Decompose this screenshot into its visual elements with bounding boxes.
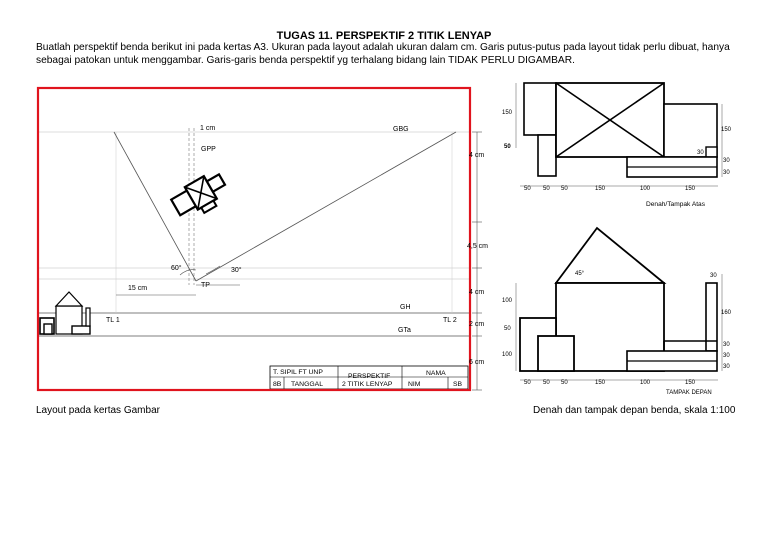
tb-sb: SB (453, 381, 463, 388)
plan-bdim-5: 150 (685, 186, 696, 192)
elev-bdim-5: 150 (685, 380, 696, 386)
layout-drawing (38, 88, 470, 390)
elev-ldim-2: 100 (502, 352, 513, 358)
tb-subject-1: PERSPEKTIF (348, 373, 391, 380)
elev-rdim-4: 30 (723, 364, 730, 370)
elev-rdim-0: 30 (710, 273, 717, 279)
plan-caption: Denah/Tampak Atas (646, 201, 706, 208)
page-title: TUGAS 11. PERSPEKTIF 2 TITIK LENYAP (276, 30, 492, 42)
plan-dim-30-c: 30 (723, 170, 730, 176)
elev-ldim-1: 50 (504, 326, 511, 332)
plan-dim-150-r: 150 (721, 127, 732, 133)
elev-rdim-1: 160 (721, 310, 732, 316)
label-tl2: TL 2 (443, 317, 457, 324)
elev-ldim-0: 100 (502, 298, 513, 304)
elev-rdim-3: 30 (723, 353, 730, 359)
elev-bdim-2: 50 (561, 380, 568, 386)
elev-bdim-0: 50 (524, 380, 531, 386)
plan-dim-150: 150 (502, 110, 513, 116)
plan-bdim-0: 50 (524, 186, 531, 192)
plan-dim-50: 50 (504, 144, 511, 150)
instructions-line-1: Buatlah perspektif benda berikut ini pada kertas A3. Ukuran pada layout adalah ukuran dalam cm. Garis putus-putus pada layout tidak perlu dibuat, hanya (36, 42, 730, 53)
plan-dim-30-b: 30 (723, 158, 730, 164)
elev-bdim-3: 150 (595, 380, 606, 386)
plan-bdim-2: 50 (561, 186, 568, 192)
dim-4-5cm: 4,5 cm (467, 243, 489, 250)
plan-view (502, 83, 732, 208)
dim-4cm-b: 4 cm (469, 289, 485, 296)
label-gpp: GPP (201, 146, 216, 153)
tb-nama: NAMA (426, 370, 446, 377)
dim-4cm-a: 4 cm (469, 152, 485, 159)
label-gh: GH (400, 304, 411, 311)
label-gta: GTa (398, 327, 411, 334)
caption-right: Denah dan tampak depan benda, skala 1:100 (533, 405, 736, 416)
elevation-view (502, 228, 732, 396)
elev-bdim-4: 100 (640, 380, 651, 386)
dim-6cm: 6 cm (469, 359, 485, 366)
label-15cm: 15 cm (128, 285, 148, 292)
label-angle-60: 60° (171, 265, 182, 272)
label-tl1: TL 1 (106, 317, 120, 324)
plan-dim-30-a: 30 (697, 150, 704, 156)
label-1cm: 1 cm (200, 125, 216, 132)
tb-subject-2: 2 TITIK LENYAP (342, 381, 393, 388)
plan-bdim-3: 150 (595, 186, 606, 192)
elev-angle-45: 45° (575, 271, 585, 277)
dim-2cm: 2 cm (469, 321, 485, 328)
plan-bdim-4: 100 (640, 186, 651, 192)
title-block (270, 366, 468, 389)
red-paper-frame (38, 88, 470, 390)
rotated-plan-object (169, 169, 232, 224)
elev-bdim-1: 50 (543, 380, 550, 386)
label-tp: TP (201, 282, 210, 289)
tb-nim: NIM (408, 381, 421, 388)
tb-code: 8B (273, 381, 282, 388)
elev-rdim-2: 30 (723, 342, 730, 348)
tb-tanggal: TANGGAL (291, 381, 323, 388)
elev-caption: TAMPAK DEPAN (666, 390, 712, 396)
label-angle-30: 30° (231, 267, 242, 274)
tb-institution: T. SIPIL FT UNP (273, 369, 323, 376)
label-gbg: GBG (393, 126, 409, 133)
caption-left: Layout pada kertas Gambar (36, 405, 160, 416)
plan-bdim-1: 50 (543, 186, 550, 192)
instructions-line-2: sebagai patokan untuk menggambar. Garis-garis benda perspektif yg terhalang bidang lain TIDAK PERLU DIGAMBAR. (36, 54, 575, 66)
